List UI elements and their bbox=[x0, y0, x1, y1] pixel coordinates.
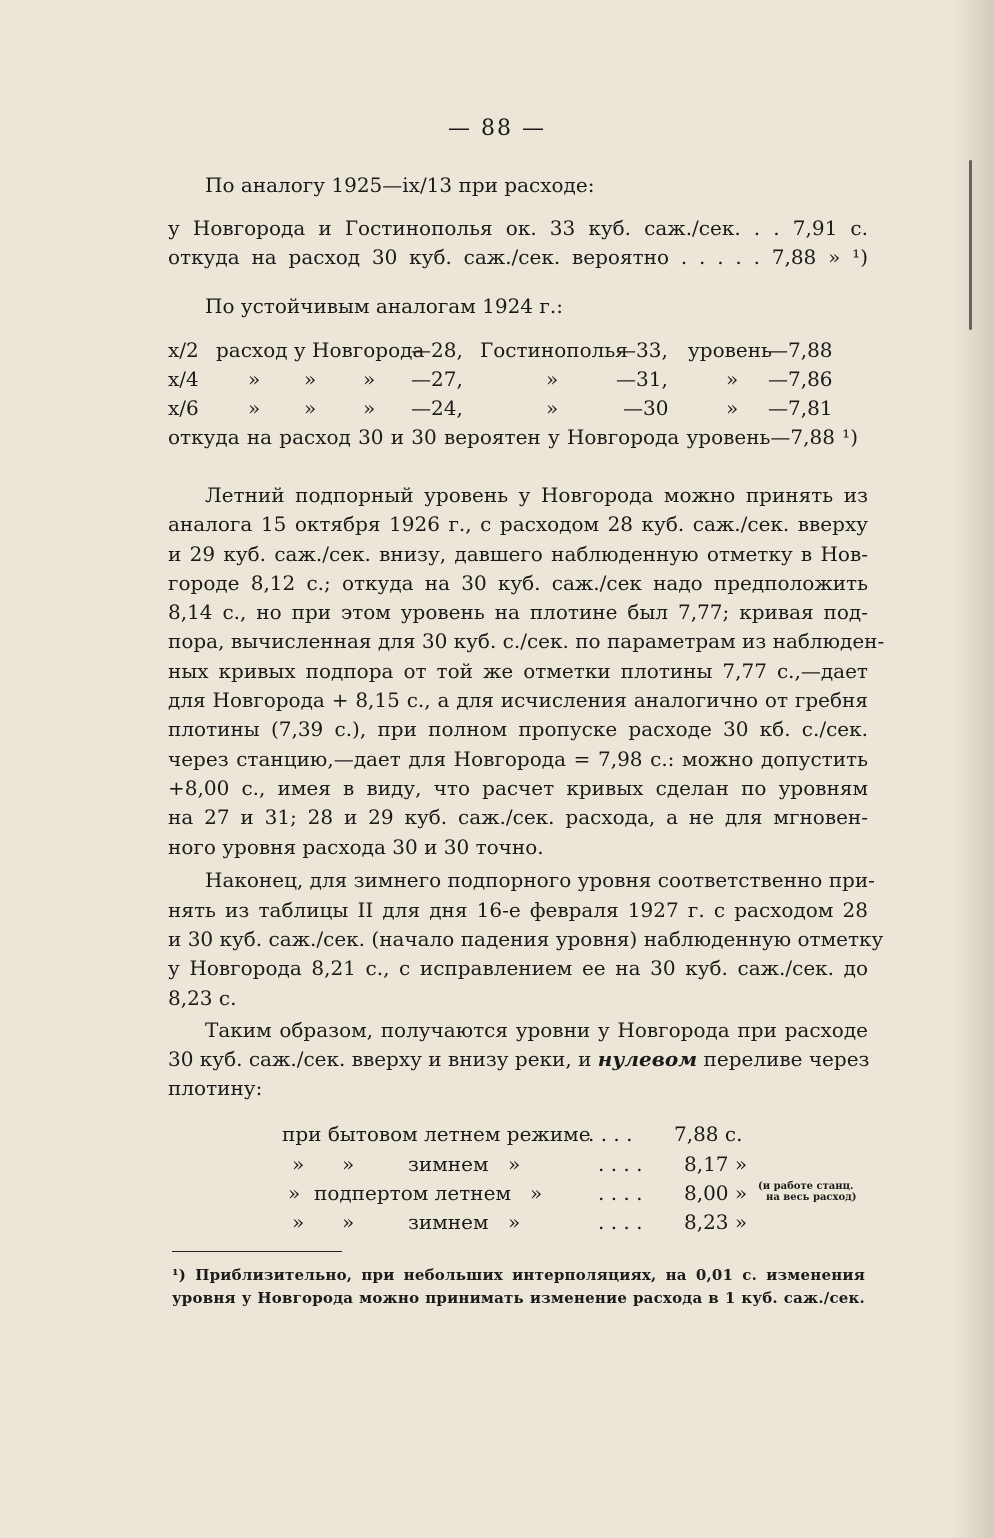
analog-1925-line-1: у Новгорода и Гостинополья ок. 33 куб. саж./сек. . . 7,91 с. bbox=[168, 216, 868, 240]
text-run: переливе через bbox=[697, 1047, 870, 1071]
row-level-value: —7,88 bbox=[768, 338, 833, 362]
paragraph-line: аналога 15 октября 1926 г., с расходом 28 куб. саж./сек. вверху bbox=[168, 512, 868, 536]
paragraph-line: ных кривых подпора от той же отметки плотины 7,77 с.,—дает bbox=[168, 659, 868, 683]
summary-value: 8,23 » bbox=[684, 1210, 748, 1234]
summary-dots: . . . . bbox=[588, 1122, 633, 1146]
footnote-line: уровня у Новгорода можно принимать изменение расхода в 1 куб. саж./сек. bbox=[172, 1289, 865, 1307]
row-value-novgorod: —28, bbox=[411, 338, 463, 362]
ditto-mark: » bbox=[288, 1181, 301, 1205]
paragraph-line: на 27 и 31; 28 и 29 куб. саж./сек. расхода, а не для мгновен- bbox=[168, 805, 868, 829]
ditto-mark: » bbox=[546, 396, 559, 420]
row-value-novgorod: —24, bbox=[411, 396, 463, 420]
ditto-mark: » bbox=[342, 1210, 355, 1234]
paragraph-line: нять из таблицы II для дня 16-е февраля 1927 г. с расходом 28 bbox=[168, 898, 868, 922]
summary-label: зимнем bbox=[408, 1210, 489, 1234]
ditto-mark: » bbox=[726, 396, 739, 420]
ditto-mark: » bbox=[726, 367, 739, 391]
summary-note: на весь расход) bbox=[766, 1192, 857, 1203]
ditto-mark: » bbox=[304, 367, 317, 391]
row-discharge-label: расход у Новгорода bbox=[216, 338, 425, 362]
paragraph-line: 8,14 с., но при этом уровень на плотине был 7,77; кривая под- bbox=[168, 600, 868, 624]
ditto-mark: » bbox=[530, 1181, 543, 1205]
page-number: — 88 — bbox=[448, 116, 546, 141]
paragraph-line: для Новгорода + 8,15 с., а для исчисления аналогично от гребня bbox=[168, 688, 868, 712]
paragraph-line: +8,00 с., имея в виду, что расчет кривых сделан по уровням bbox=[168, 776, 868, 800]
paragraph-line: через станцию,—дает для Новгорода = 7,98 с.: можно допустить bbox=[168, 747, 868, 771]
paragraph-line: Наконец, для зимнего подпорного уровня соответственно при- bbox=[205, 868, 875, 892]
paragraph-line: ного уровня расхода 30 и 30 точно. bbox=[168, 835, 544, 859]
summary-value: 8,00 » bbox=[684, 1181, 748, 1205]
ditto-mark: » bbox=[546, 367, 559, 391]
analog-1925-line-2: откуда на расход 30 куб. саж./сек. вероятно . . . . . 7,88 » ¹) bbox=[168, 245, 868, 269]
ditto-mark: » bbox=[508, 1152, 521, 1176]
summary-dots: . . . . bbox=[598, 1181, 643, 1205]
footnote-rule bbox=[172, 1251, 342, 1252]
ditto-mark: » bbox=[248, 396, 261, 420]
row-value-gostinopolye: —30 bbox=[623, 396, 669, 420]
emphasized-word: нулевом bbox=[597, 1047, 698, 1071]
summary-note: (и работе станц. bbox=[758, 1181, 854, 1192]
paragraph-line: Таким образом, получаются уровни у Новгорода при расходе bbox=[205, 1018, 868, 1042]
row-value-gostinopolye: —33, bbox=[616, 338, 668, 362]
paragraph-line: Летний подпорный уровень у Новгорода можно принять из bbox=[205, 483, 868, 507]
summary-value: 8,17 » bbox=[684, 1152, 748, 1176]
page-edge-shadow bbox=[954, 0, 994, 1538]
row-level-value: —7,86 bbox=[768, 367, 833, 391]
analog-1924-conclusion: откуда на расход 30 и 30 вероятен у Новгорода уровень—7,88 ¹) bbox=[168, 425, 858, 449]
binding-mark bbox=[969, 160, 972, 330]
ditto-mark: » bbox=[304, 396, 317, 420]
row-level-value: —7,81 bbox=[768, 396, 833, 420]
ditto-mark: » bbox=[363, 396, 376, 420]
row-value-novgorod: —27, bbox=[411, 367, 463, 391]
row-station-label: Гостинополья bbox=[480, 338, 628, 362]
summary-label: при бытовом летнем режиме bbox=[282, 1122, 591, 1146]
row-date: x/2 bbox=[168, 338, 199, 362]
paragraph-line bbox=[168, 1045, 868, 1074]
summary-label: подпертом летнем bbox=[314, 1181, 512, 1205]
ditto-mark: » bbox=[508, 1210, 521, 1234]
summary-label: зимнем bbox=[408, 1152, 489, 1176]
paragraph-line: и 29 куб. саж./сек. внизу, давшего наблюденную отметку в Нов- bbox=[168, 542, 868, 566]
ditto-mark: » bbox=[363, 367, 376, 391]
ditto-mark: » bbox=[292, 1152, 305, 1176]
paragraph-line: 8,23 с. bbox=[168, 986, 237, 1010]
ditto-mark: » bbox=[248, 367, 261, 391]
row-value-gostinopolye: —31, bbox=[616, 367, 668, 391]
row-date: x/6 bbox=[168, 396, 199, 420]
summary-dots: . . . . bbox=[598, 1152, 643, 1176]
paragraph-line: плотины (7,39 с.), при полном пропуске расходе 30 кб. с./сек. bbox=[168, 717, 868, 741]
footnote-line: ¹) Приблизительно, при небольших интерполяциях, на 0,01 с. изменения bbox=[172, 1266, 865, 1284]
paragraph-line: у Новгорода 8,21 с., с исправлением ее на 30 куб. саж./сек. до bbox=[168, 956, 868, 980]
analog-1925-heading: По аналогу 1925—ix/13 при расходе: bbox=[205, 173, 595, 197]
summary-value: 7,88 с. bbox=[674, 1122, 743, 1146]
text-run: 30 куб. саж./сек. вверху и внизу реки, и bbox=[168, 1047, 598, 1071]
row-date: x/4 bbox=[168, 367, 199, 391]
ditto-mark: » bbox=[292, 1210, 305, 1234]
summary-dots: . . . . bbox=[598, 1210, 643, 1234]
paragraph-line: городе 8,12 с.; откуда на 30 куб. саж./сек надо предположить bbox=[168, 571, 868, 595]
paragraph-line: пора, вычисленная для 30 куб. с./сек. по параметрам из наблюден- bbox=[168, 629, 885, 653]
paragraph-line: и 30 куб. саж./сек. (начало падения уровня) наблюденную отметку bbox=[168, 927, 884, 951]
analog-1924-heading: По устойчивым аналогам 1924 г.: bbox=[205, 294, 563, 318]
ditto-mark: » bbox=[342, 1152, 355, 1176]
paragraph-line: плотину: bbox=[168, 1076, 263, 1100]
row-level-label: уровень bbox=[688, 338, 772, 362]
